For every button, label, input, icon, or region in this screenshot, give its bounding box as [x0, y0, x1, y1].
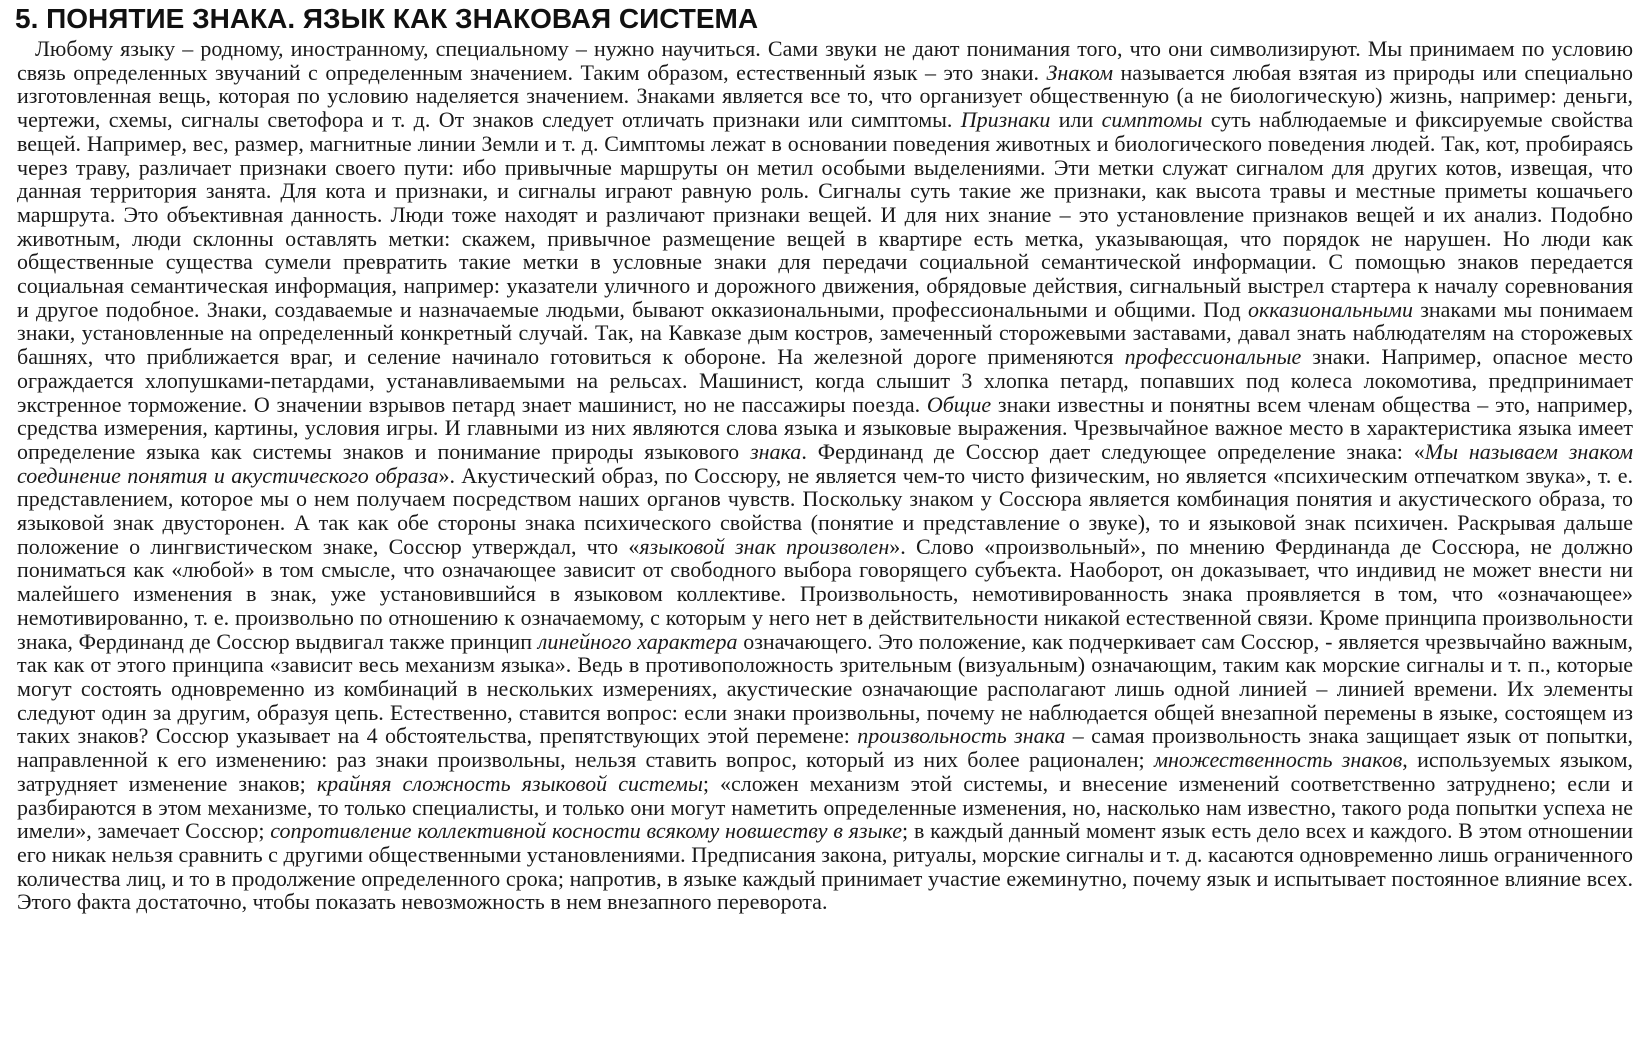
body-paragraph	[17, 37, 1633, 914]
italic-term: произвольность знака	[857, 723, 1066, 749]
text-run: ; в каждый данный момент язык есть дело всех и каждого. В этом отношении его никак нельзя сравнить с другими общественными установлениями. Предписания закона, ритуалы, морские сигналы и т. д. касаются одновременно лишь ограниченного количества лиц, и то в продолжение определенного срока; напротив, в языке каждый принимает участие ежеминутно, почему язык и испытывает постоянное влияние всех. Этого факта достаточно, чтобы показать невозможность в нем внезапного переворота.	[17, 818, 1633, 915]
italic-term: симптомы	[1101, 107, 1203, 133]
italic-term: Общие	[926, 391, 992, 417]
text-run: ». Акустический образ, по Соссюру, не является чем-то чисто физическим, но является «психическим отпечатком звука», т. е. представлением, которое мы о нем получаем посредством наших органов чувств. Поскольку знаком у Соссюра является комбинация понятия и акустического образа, то языковой знак двусторонен. А так как обе стороны знака психического свойства (понятие и представление о звуке), то и языковой знак психичен. Раскрывая дальше положение о лингвистическом знаке, Соссюр утверждал, что «	[17, 462, 1633, 559]
text-run: или	[1050, 107, 1102, 133]
italic-term: крайняя сложность языковой системы	[316, 770, 703, 796]
italic-term: Знаком	[1046, 59, 1113, 85]
text-run: ». Слово «произвольный», по мнению Фердинанда де Соссюра, не должно пониматься как «любой» в том смысле, что означающее зависит от свободного выбора говорящего субъекта. Наоборот, он доказывает, что индивид не может внести ни малейшего изменения в знак, уже установившийся в языковом коллективе. Произвольность, немотивированность знака проявляется в том, что «означающее» немотивированно, т. е. произвольно по отношению к означаемому, с которым у него нет в действительности никакой естественной связи. Кроме принципа произвольности знака, Фердинанд де Соссюр выдвигал также принцип	[17, 533, 1634, 654]
text-run: знаки известны и понятны всем членам общества – это, например, средства измерения, картины, условия игры. И главными из них являются слова языка и языковые выражения. Чрезвычайное важное место в характеристика языка имеет определение языка как системы знаков и понимание природы языкового	[17, 391, 1634, 464]
italic-term: профессиональные	[1124, 344, 1302, 370]
text-run: , используемых языком, затрудняет изменение знаков;	[17, 747, 1634, 796]
text-run: называется любая взятая из природы или специально изготовленная вещь, которая по условию наделяется значением. Знаками является все то, что организует общественную (а не биологическую) жизнь, например: деньги, чертежи, схемы, сигналы светофора и т. д. От знаков следует отличать признаки или симптомы.	[17, 59, 1634, 133]
text-run: знаки. Например, опасное место ограждается хлопушками-петардами, устанавливаемыми на рельсах. Машинист, когда слышит 3 хлопка петард, попавших под колеса локомотива, предпринимает экстренное торможение. О значении взрывов петард знает машинист, но не пассажиры поезда.	[17, 344, 1634, 417]
text-run: – самая произвольность знака защищает язык от попытки, направленной к его изменению: раз знаки произвольны, нельзя ставить вопрос, который из них более рационален;	[17, 723, 1633, 773]
section-heading: 5. ПОНЯТИЕ ЗНАКА. ЯЗЫК КАК ЗНАКОВАЯ СИСТЕМА	[15, 3, 759, 34]
text-run: означающего. Это положение, как подчеркивает сам Соссюр, - является чрезвычайно важным, так как от этого принципа «зависит весь механизм языка». Ведь в противоположность зрительным (визуальным) означающим, таким как морские сигналы и т. п., которые могут состоять одновременно из комбинаций в нескольких измерениях, акустические означающие располагают лишь одной линией – линией времени. Их элементы следуют один за другим, образуя цепь. Естественно, ставится вопрос: если знаки произвольны, почему не наблюдается общей внезапной перемены в языке, состоящем из таких знаков? Соссюр указывает на 4 обстоятельства, препятствующих этой перемене:	[17, 628, 1633, 749]
italic-term: Признаки	[960, 107, 1051, 133]
italic-term: Мы называем знаком соединение понятия и акустического образа	[17, 438, 1633, 488]
italic-term: линейного характера	[537, 628, 738, 654]
italic-term: языковой знак произволен	[639, 533, 890, 559]
text-run: знаками мы понимаем знаки, установленные на определенный конкретный случай. Так, на Кавказе дым костров, замеченный сторожевыми заставами, давал знать наблюдателям на сторожевых башнях, что приближается враг, и селение начинало готовиться к обороне. На железной дороге применяются	[17, 296, 1633, 370]
text-run: ; «сложен механизм этой системы, и внесение изменений соответственно затруднено; если и разбираются в этом механизме, то только специалисты, и только они могут наметить определенные изменения, но, насколько нам известно, такого рода попытки успеха не имели», замечает Соссюр;	[17, 770, 1633, 844]
text-run: . Фердинанд де Соссюр дает следующее определение знака: «	[801, 438, 1425, 464]
italic-term: знака	[750, 438, 802, 464]
text-run: суть наблюдаемые и фиксируемые свойства вещей. Например, вес, размер, магнитные линии Земли и т. д. Симптомы лежат в основании поведения животных и биологического поведения людей. Так, кот, пробираясь через траву, различает признаки своего пути: ибо привычные маршруты он метил особыми выделениями. Эти метки служат сигналом для других котов, извещая, что данная территория занята. Для кота и признаки, и сигналы играют равную роль. Сигналы суть такие же признаки, как высота травы и местные приметы кошачьего маршрута. Это объективная данность. Люди тоже находят и различают признаки вещей. И для них знание – это установление признаков вещей и их анализ. Подобно животным, люди склонны оставлять метки: скажем, привычное размещение вещей в квартире есть метка, указывающая, что порядок не нарушен. Но люди как общественные существа сумели превратить такие метки в условные знаки для передачи социальной семантической информации. С помощью знаков передается социальная семантическая информация, например: указатели уличного и дорожного движения, обрядовые действия, сигнальный выстрел стартера к началу соревнования и другое подобное. Знаки, создаваемые и назначаемые людьми, бывают окказиональными, профессиональными и общими. Под	[17, 107, 1633, 322]
italic-term: множественность знаков	[1153, 747, 1403, 773]
italic-term: сопротивление коллективной косности всякому новшеству в языке	[270, 818, 902, 844]
text-run: Любому языку – родному, иностранному, специальному – нужно научиться. Сами звуки не дают понимания того, что они символизируют. Мы принимаем по условию связь определенных звучаний с определенным значением. Таким образом, естественный язык – это знаки.	[17, 36, 1633, 85]
italic-term: окказиональными	[1247, 296, 1413, 322]
